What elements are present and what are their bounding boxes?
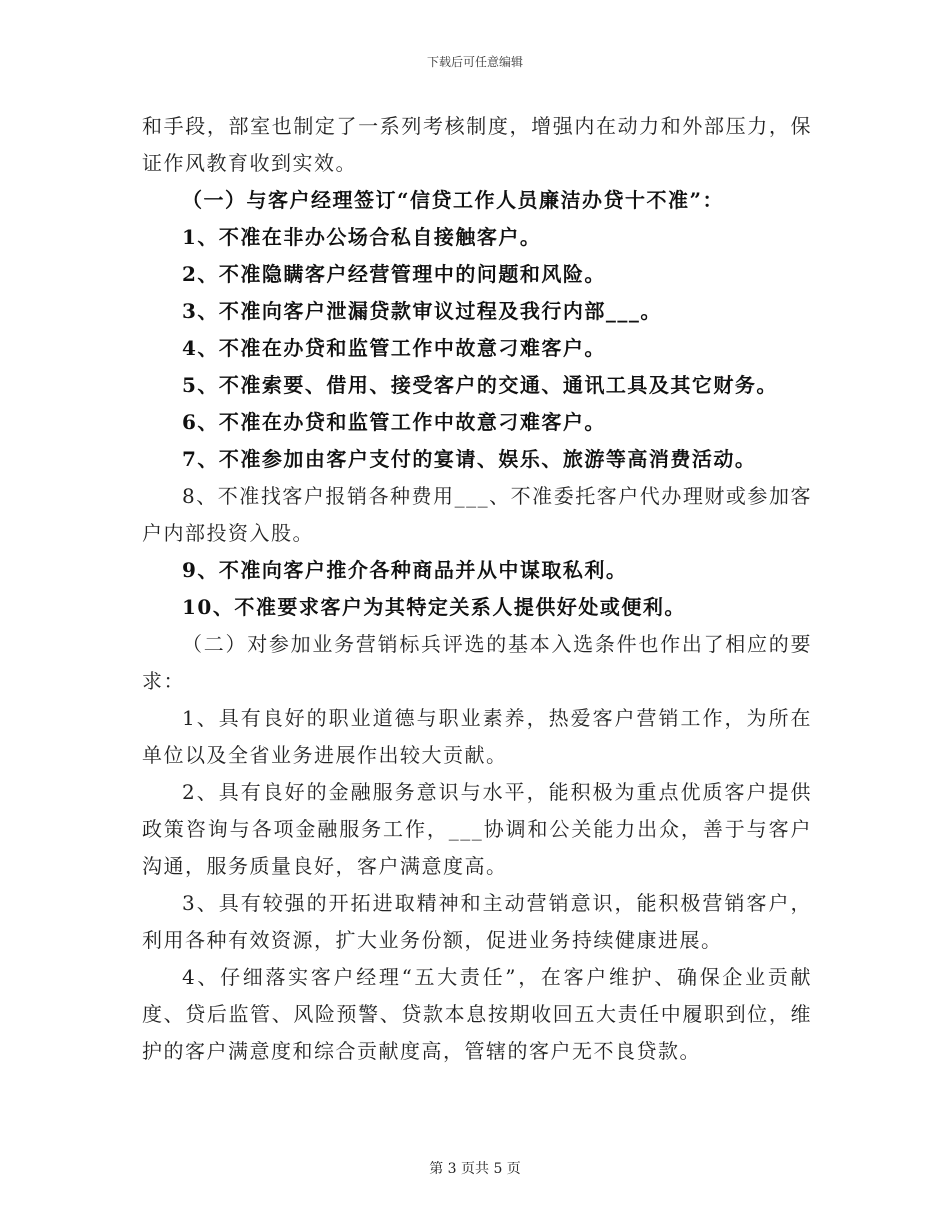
section-heading-1: （一）与客户经理签订“信贷工作人员廉洁办贷十不准”： bbox=[182, 188, 725, 212]
rule-item-3: 3、不准向客户泄漏贷款审议过程及我行内部___。 bbox=[182, 299, 662, 323]
criteria-item-2: 2、具有良好的金融服务意识与水平，能积极为重点优质客户提供政策咨询与各项金融服务工作，___协调和公关能力出众，善于与客户沟通，服务质量良好，客户满意度高。 bbox=[142, 780, 812, 878]
rule-item-1: 1、不准在非办公场合私自接触客户。 bbox=[182, 225, 542, 249]
rule-item-6: 6、不准在办贷和监管工作中故意刁难客户。 bbox=[182, 410, 606, 434]
rule-item-10: 10、不准要求客户为其特定关系人提供好处或便利。 bbox=[182, 595, 686, 619]
rule-item-7: 7、不准参加由客户支付的宴请、娱乐、旅游等高消费活动。 bbox=[182, 447, 757, 471]
criteria-item-1: 1、具有良好的职业道德与职业素养，热爱客户营销工作，为所在单位以及全省业务进展作出较大贡献。 bbox=[142, 706, 812, 767]
paragraph-intro: 和手段，部室也制定了一系列考核制度，增强内在动力和外部压力，保证作风教育收到实效。 bbox=[142, 114, 812, 175]
rule-item-8: 8、不准找客户报销各种费用___、不准委托客户代办理财或参加客户内部投资入股。 bbox=[142, 484, 812, 545]
section-heading-2: （二）对参加业务营销标兵评选的基本入选条件也作出了相应的要求： bbox=[142, 632, 812, 693]
criteria-item-3: 3、具有较强的开拓进取精神和主动营销意识，能积极营销客户，利用各种有效资源，扩大业务份额，促进业务持续健康进展。 bbox=[142, 891, 812, 952]
rule-item-5: 5、不准索要、借用、接受客户的交通、通讯工具及其它财务。 bbox=[182, 373, 778, 397]
rule-item-2: 2、不准隐瞒客户经营管理中的问题和风险。 bbox=[182, 262, 606, 286]
page-header: 下载后可任意编辑 bbox=[426, 55, 523, 69]
page-footer: 第 3 页共 5 页 bbox=[429, 1161, 521, 1177]
rule-item-4: 4、不准在办贷和监管工作中故意刁难客户。 bbox=[182, 336, 606, 360]
rule-item-9: 9、不准向客户推介各种商品并从中谋取私利。 bbox=[182, 558, 628, 582]
document-body bbox=[142, 108, 812, 1070]
criteria-item-4: 4、仔细落实客户经理“五大责任”，在客户维护、确保企业贡献度、贷后监管、风险预警、贷款本息按期收回五大责任中履职到位，维护的客户满意度和综合贡献度高，管辖的客户无不良贷款。 bbox=[142, 965, 812, 1063]
